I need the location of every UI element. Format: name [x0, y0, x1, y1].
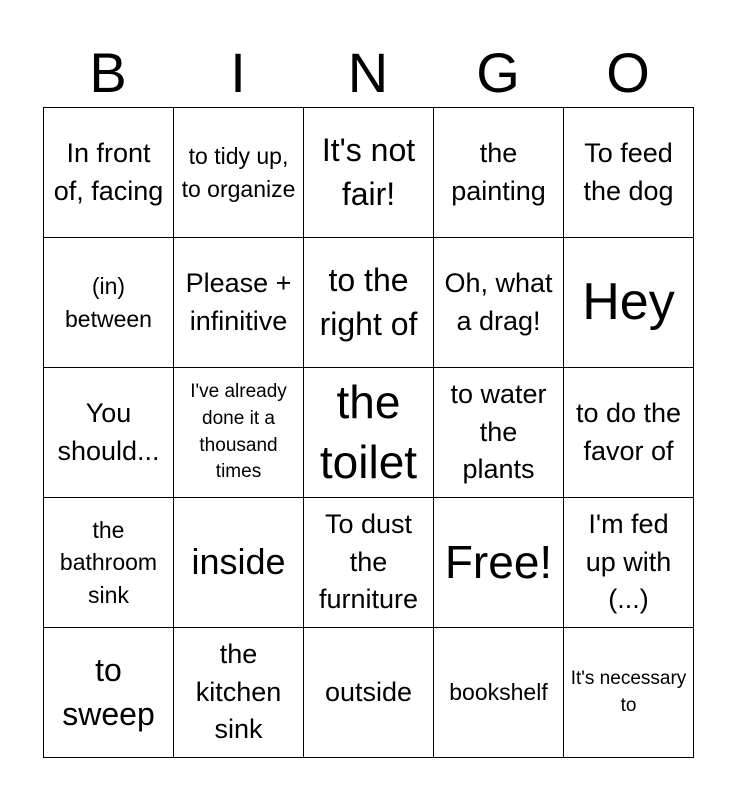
- bingo-cell[interactable]: It's not fair!: [304, 108, 434, 238]
- bingo-cell[interactable]: the bathroom sink: [44, 498, 174, 628]
- header-letter-g: G: [476, 41, 520, 104]
- header-letter-n: N: [347, 41, 389, 104]
- bingo-cell[interactable]: (in) between: [44, 238, 174, 368]
- bingo-cell[interactable]: the toilet: [304, 368, 434, 498]
- bingo-cell[interactable]: I'm fed up with (...): [564, 498, 694, 628]
- bingo-cell[interactable]: Hey: [564, 238, 694, 368]
- bingo-cell[interactable]: Oh, what a drag!: [434, 238, 564, 368]
- header-letter-b: B: [89, 41, 127, 104]
- bingo-cell[interactable]: to tidy up, to organize: [174, 108, 304, 238]
- bingo-board: [43, 107, 694, 758]
- bingo-cell[interactable]: To dust the furniture: [304, 498, 434, 628]
- bingo-cell[interactable]: I've already done it a thousand times: [174, 368, 304, 498]
- bingo-cell[interactable]: In front of, facing: [44, 108, 174, 238]
- bingo-cell[interactable]: to the right of: [304, 238, 434, 368]
- bingo-cell[interactable]: to water the plants: [434, 368, 564, 498]
- bingo-cell[interactable]: inside: [174, 498, 304, 628]
- bingo-cell[interactable]: You should...: [44, 368, 174, 498]
- bingo-cell[interactable]: bookshelf: [434, 628, 564, 758]
- bingo-cell[interactable]: To feed the dog: [564, 108, 694, 238]
- free-space-cell[interactable]: Free!: [434, 498, 564, 628]
- bingo-cell[interactable]: to do the favor of: [564, 368, 694, 498]
- bingo-cell[interactable]: It's necessary to: [564, 628, 694, 758]
- bingo-cell[interactable]: to sweep: [44, 628, 174, 758]
- bingo-cell[interactable]: the kitchen sink: [174, 628, 304, 758]
- header-letter-i: I: [230, 41, 246, 104]
- bingo-header: [43, 40, 693, 106]
- header-letter-o: O: [606, 41, 650, 104]
- bingo-cell[interactable]: the painting: [434, 108, 564, 238]
- bingo-cell[interactable]: Please + infinitive: [174, 238, 304, 368]
- bingo-cell[interactable]: outside: [304, 628, 434, 758]
